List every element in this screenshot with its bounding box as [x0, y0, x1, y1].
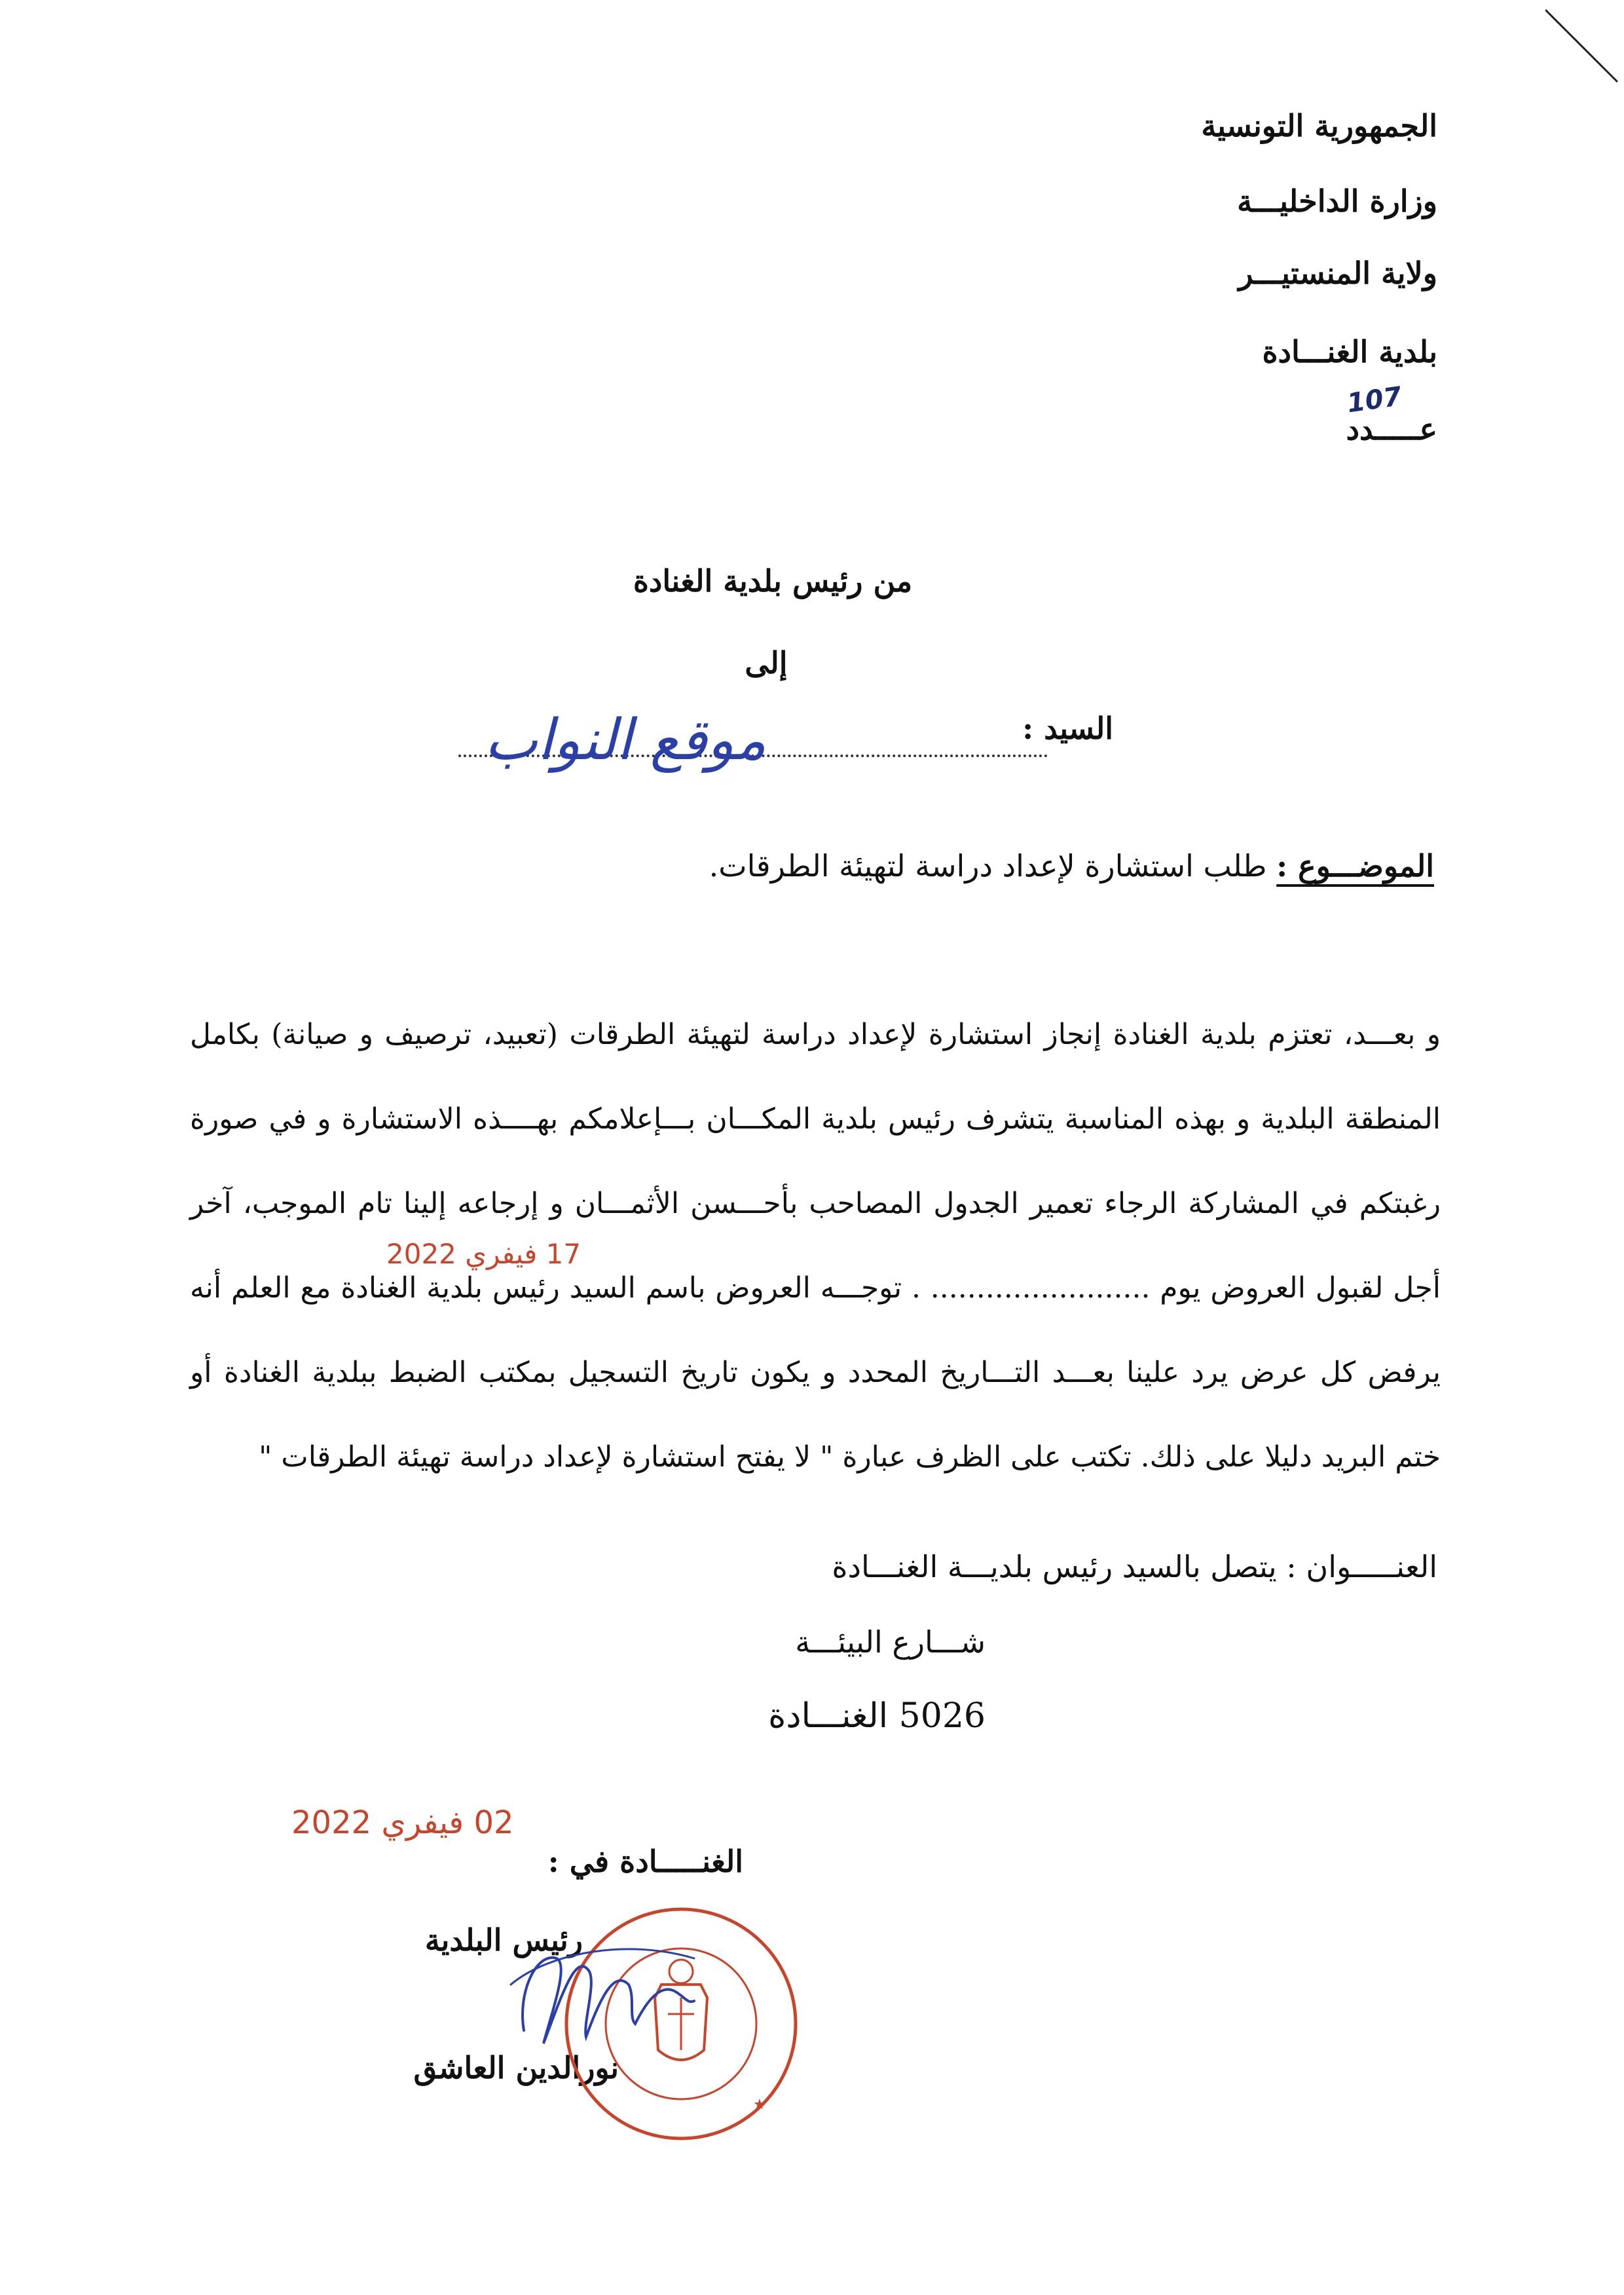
body-paragraph: و بعـــد، تعتزم بلدية الغنادة إنجاز استشارة لإعداد دراسة لتهيئة الطرقات (تعبيد، ترصيف و صيانة) بكامل المنطقة البلدية و بهذه المناسبة يتشرف رئيس بلدية المكـــان بـــإعلامكم بهــــذه الاستشارة و في صورة رغبتكم في المشاركة الرجاء تعمير الجدول المصاحب بأحـــسن الأثمـــان و إرجاعه إلينا تام الموجب، آخر أجل لقبول العروض يوم ........................ . توجـــه العروض باسم السيد رئيس بلدية الغنادة مع العلم أنه يرفض كل عرض يرد علينا بعـــد التـــاريخ المحدد و يكون تاريخ التسجيل بمكتب الضبط ببلدية الغنادة أو ختم البريد دليلا على ذلك. تكتب على الظرف عبارة " لا يفتح استشارة لإعداد دراسة تهيئة الطرقات "	[190, 1018, 1441, 1474]
header-municipality: بلدية الغنـــادة	[1262, 334, 1437, 369]
handwritten-signature	[498, 1912, 707, 2070]
signatory-role: رئيس البلدية	[424, 1922, 583, 1958]
issue-date-stamp: 02 فيفري 2022	[291, 1804, 514, 1841]
header-ministry: وزارة الداخليـــة	[1237, 183, 1437, 219]
deadline-date-stamp: 17 فيفري 2022	[386, 1238, 581, 1270]
subject-line	[709, 848, 1434, 884]
header-number-label: عـــــدد	[1346, 411, 1437, 447]
address-line-postal: 5026 الغنـــادة	[768, 1696, 986, 1736]
reference-number: 107	[1344, 381, 1403, 419]
place-date-label: الغنـــــادة في :	[547, 1844, 743, 1879]
subject-text: طلب استشارة لإعداد دراسة لتهيئة الطرقات.	[709, 848, 1267, 884]
corner-fold-mark	[1545, 0, 1624, 92]
svg-text:★: ★	[753, 2097, 766, 2113]
subject-label: الموضـــوع :	[1276, 848, 1434, 884]
sender-line: من رئيس بلدية الغنادة	[633, 563, 913, 599]
addressee-handwritten-name: موقع النواب	[485, 707, 767, 773]
signatory-name: نورالدين العاشق	[413, 2050, 619, 2085]
addressee-label: السيد :	[1022, 711, 1113, 746]
header-governorate: ولاية المنستيـــر	[1238, 255, 1437, 291]
header-republic: الجمهورية التونسية	[1201, 108, 1437, 143]
recipient-intro: إلى	[745, 645, 788, 681]
letter-body	[190, 992, 1441, 1499]
address-line-street: شـــارع البيئـــة	[795, 1624, 986, 1660]
address-line-contact: العنـــــوان : يتصل بالسيد رئيس بلديـــة الغنـــادة	[832, 1549, 1437, 1584]
